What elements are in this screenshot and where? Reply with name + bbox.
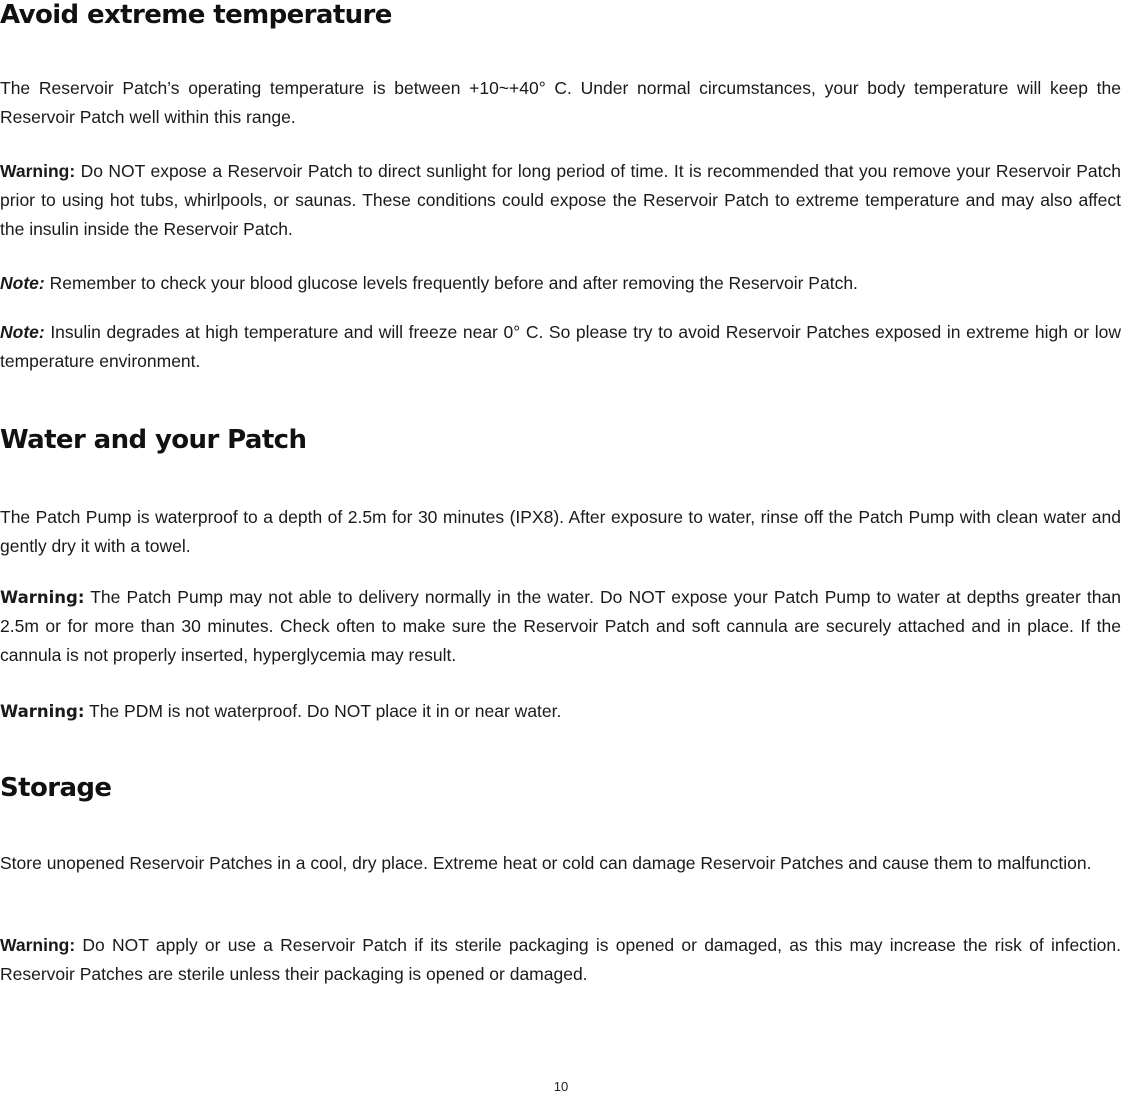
water-intro-paragraph: The Patch Pump is waterproof to a depth of 2.5m for 30 minutes (IPX8). After exposure to water, rinse off the Patch Pump with clean water and gently dry it with a towel. (0, 507, 1121, 556)
water-warning-paragraph-2 (0, 697, 1121, 726)
water-warning-paragraph-1 (0, 583, 1121, 670)
warning-text: Do NOT apply or use a Reservoir Patch if its sterile packaging is opened or damaged, as this may increase the risk of infection. Reservoir Patches are sterile unless their packaging is opened or damaged. (0, 935, 1121, 984)
storage-warning-paragraph (0, 931, 1121, 989)
warning-text: Do NOT expose a Reservoir Patch to direct sunlight for long period of time. It is recommended that you remove your Reservoir Patch prior to using hot tubs, whirlpools, or saunas. These conditions could expose the Reservoir Patch to extreme temperature and may also affect the insulin inside the Reservoir Patch. (0, 161, 1121, 239)
page-number: 10 (553, 1079, 569, 1094)
warning-label: Warning: (0, 935, 76, 955)
temperature-note-paragraph-2 (0, 318, 1121, 376)
warning-text: The Patch Pump may not able to delivery normally in the water. Do NOT expose your Patch Pump to water at depths greater than 2.5m or for more than 30 minutes. Check often to make sure the Reservoir Patch and soft cannula are securely attached and in place. If the cannula is not properly inserted, hyperglycemia may result. (0, 587, 1121, 665)
warning-label: Warning: (0, 702, 85, 721)
note-text: Remember to check your blood glucose levels frequently before and after removing the Reservoir Patch. (44, 273, 858, 293)
note-label: Note: (0, 322, 45, 342)
note-text: Insulin degrades at high temperature and will freeze near 0° C. So please try to avoid Reservoir Patches exposed in extreme high or low temperature environment. (0, 322, 1121, 371)
temperature-intro-paragraph: The Reservoir Patch’s operating temperature is between +10~+40° C. Under normal circumstances, your body temperature will keep the Reservoir Patch well within this range. (0, 78, 1121, 127)
warning-label: Warning: (0, 588, 85, 607)
warning-label: Warning: (0, 161, 76, 181)
temperature-note-paragraph-1 (0, 269, 1121, 298)
heading-water-and-your-patch: Water and your Patch (0, 425, 307, 455)
note-label: Note: (0, 273, 45, 293)
heading-avoid-extreme-temperature: Avoid extreme temperature (0, 0, 392, 30)
heading-storage: Storage (0, 773, 112, 803)
temperature-warning-paragraph (0, 157, 1121, 244)
storage-intro-paragraph: Store unopened Reservoir Patches in a cool, dry place. Extreme heat or cold can damage Reservoir Patches and cause them to malfunction. (0, 853, 1092, 873)
warning-text: The PDM is not waterproof. Do NOT place it in or near water. (84, 701, 562, 721)
